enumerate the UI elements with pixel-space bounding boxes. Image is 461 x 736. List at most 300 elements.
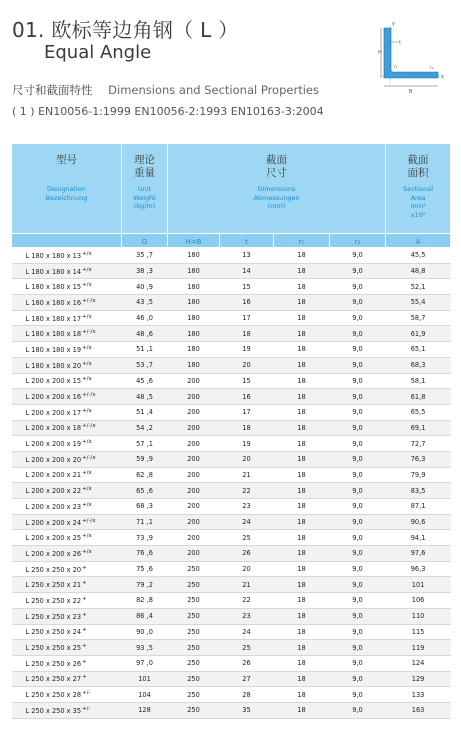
designation-marker: +/-/x [82, 517, 96, 524]
designation-text: L 200 x 200 x 18 [25, 424, 82, 433]
designation-marker: +/x [82, 407, 92, 414]
cell-r1: 18 [274, 420, 330, 436]
cell-t: 20 [220, 451, 274, 467]
cell-r2: 9,0 [330, 593, 386, 609]
cell-t: 19 [220, 342, 274, 358]
col-weight-cn: 理论 重量 [134, 154, 155, 179]
equal-angle-table [11, 143, 450, 719]
diagram-label-y: y [392, 21, 395, 27]
cell-area: 61,9 [386, 326, 451, 342]
cell-r2: 9,0 [330, 420, 386, 436]
cell-r1: 18 [274, 404, 330, 420]
table-row [12, 624, 451, 640]
table-row [12, 342, 451, 358]
cell-designation [12, 467, 122, 483]
cell-designation [12, 373, 122, 389]
cell-r2: 9,0 [330, 671, 386, 687]
cell-t: 13 [220, 248, 274, 264]
cell-weight: 48 ,5 [122, 389, 168, 405]
cell-hb: 200 [168, 499, 220, 515]
cell-r1: 18 [274, 499, 330, 515]
cell-area: 58,7 [386, 310, 451, 326]
designation-marker: +/- [82, 690, 91, 697]
designation-marker: + [82, 643, 87, 650]
cell-hb: 180 [168, 326, 220, 342]
designation-marker: +/x [82, 470, 92, 477]
cell-r1: 18 [274, 546, 330, 562]
sym-weight: G [122, 234, 168, 248]
cell-r1: 18 [274, 561, 330, 577]
cell-weight: 59 ,9 [122, 451, 168, 467]
cell-hb: 200 [168, 451, 220, 467]
cell-weight: 75 ,6 [122, 561, 168, 577]
diagram-label-x: x [441, 74, 444, 80]
cell-area: 52,1 [386, 279, 451, 295]
designation-text: L 200 x 200 x 16 [25, 393, 82, 402]
cell-t: 16 [220, 389, 274, 405]
cell-r2: 9,0 [330, 342, 386, 358]
cell-hb: 250 [168, 671, 220, 687]
cell-r2: 9,0 [330, 248, 386, 264]
cell-hb: 200 [168, 373, 220, 389]
col-area-cn: 截面 面积 [407, 154, 429, 179]
cell-r1: 18 [274, 436, 330, 452]
designation-marker: + [82, 674, 87, 681]
cell-area: 90,6 [386, 514, 451, 530]
cell-hb: 180 [168, 263, 220, 279]
designation-marker: +/x [82, 344, 92, 351]
cell-designation [12, 561, 122, 577]
cell-hb: 200 [168, 436, 220, 452]
designation-text: L 200 x 200 x 15 [25, 377, 82, 386]
cell-t: 17 [220, 310, 274, 326]
designation-marker: + [82, 611, 87, 618]
col-designation-en: Designation Bezeichnung [45, 185, 88, 202]
designation-marker: + [82, 658, 87, 665]
cell-t: 35 [220, 702, 274, 718]
table-row [12, 702, 451, 718]
cell-weight: 90 ,0 [122, 624, 168, 640]
cell-r2: 9,0 [330, 389, 386, 405]
cell-r2: 9,0 [330, 295, 386, 311]
cell-r1: 18 [274, 530, 330, 546]
col-designation-cn: 型号 [56, 154, 77, 166]
table-body [12, 248, 451, 719]
designation-text: L 250 x 250 x 35 [25, 706, 82, 715]
cell-area: 106 [386, 593, 451, 609]
designation-marker: +/-/x [82, 454, 96, 461]
cell-hb: 180 [168, 342, 220, 358]
designation-marker: +/x [82, 250, 92, 257]
cell-designation [12, 640, 122, 656]
table-header-row [12, 144, 451, 234]
cell-area: 124 [386, 655, 451, 671]
cell-weight: 57 ,1 [122, 436, 168, 452]
cell-hb: 180 [168, 248, 220, 264]
cell-area: 115 [386, 624, 451, 640]
cell-weight: 51 ,1 [122, 342, 168, 358]
cell-r1: 18 [274, 263, 330, 279]
cell-weight: 35 ,7 [122, 248, 168, 264]
cell-designation [12, 263, 122, 279]
cell-area: 55,4 [386, 295, 451, 311]
table-row [12, 483, 451, 499]
designation-text: L 180 x 180 x 18 [25, 330, 82, 339]
cell-hb: 180 [168, 357, 220, 373]
designation-marker: +/x [82, 486, 92, 493]
cell-designation [12, 326, 122, 342]
table-row [12, 263, 451, 279]
cell-hb: 250 [168, 702, 220, 718]
cell-t: 18 [220, 326, 274, 342]
cell-t: 20 [220, 357, 274, 373]
designation-text: L 250 x 250 x 27 [25, 675, 82, 684]
cell-hb: 200 [168, 483, 220, 499]
cell-t: 25 [220, 640, 274, 656]
cell-r2: 9,0 [330, 279, 386, 295]
designation-marker: +/x [82, 376, 92, 383]
cell-weight: 128 [122, 702, 168, 718]
cell-area: 133 [386, 687, 451, 703]
designation-marker: +/x [82, 313, 92, 320]
dimensions-table [11, 143, 451, 719]
designation-text: L 180 x 180 x 19 [25, 345, 82, 354]
page-title-en: Equal Angle [44, 42, 152, 63]
col-weight-en: Unit Weight (kg/m) [133, 185, 156, 210]
cell-area: 45,5 [386, 248, 451, 264]
cell-area: 163 [386, 702, 451, 718]
cell-designation [12, 577, 122, 593]
cell-t: 26 [220, 655, 274, 671]
cell-area: 69,1 [386, 420, 451, 436]
cell-r2: 9,0 [330, 561, 386, 577]
table-row [12, 451, 451, 467]
table-row [12, 404, 451, 420]
designation-text: L 180 x 180 x 17 [25, 314, 82, 323]
cell-designation [12, 671, 122, 687]
cell-r2: 9,0 [330, 451, 386, 467]
cell-area: 87,1 [386, 499, 451, 515]
cell-hb: 200 [168, 546, 220, 562]
cell-t: 25 [220, 530, 274, 546]
designation-text: L 200 x 200 x 22 [25, 487, 82, 496]
table-row [12, 499, 451, 515]
table-row [12, 593, 451, 609]
cell-hb: 200 [168, 420, 220, 436]
cell-designation [12, 436, 122, 452]
cell-designation [12, 593, 122, 609]
sym-designation [12, 234, 122, 248]
cell-t: 19 [220, 436, 274, 452]
cell-weight: 101 [122, 671, 168, 687]
cell-designation [12, 687, 122, 703]
cell-r2: 9,0 [330, 483, 386, 499]
cell-hb: 250 [168, 624, 220, 640]
cell-hb: 200 [168, 404, 220, 420]
cell-designation [12, 451, 122, 467]
table-row [12, 546, 451, 562]
col-dimensions-en: Dimensions Abmessungen (mm) [253, 185, 300, 210]
designation-marker: + [82, 595, 87, 602]
cell-designation [12, 357, 122, 373]
cell-weight: 68 ,3 [122, 499, 168, 515]
cell-weight: 79 ,2 [122, 577, 168, 593]
cell-r1: 18 [274, 608, 330, 624]
cell-r2: 9,0 [330, 310, 386, 326]
table-row [12, 373, 451, 389]
table-row [12, 310, 451, 326]
table-row [12, 655, 451, 671]
cell-hb: 250 [168, 640, 220, 656]
cell-area: 129 [386, 671, 451, 687]
angle-section-diagram [378, 18, 448, 98]
cell-r1: 18 [274, 389, 330, 405]
cell-designation [12, 514, 122, 530]
cell-designation [12, 546, 122, 562]
cell-t: 15 [220, 279, 274, 295]
cell-r1: 18 [274, 655, 330, 671]
cell-r2: 9,0 [330, 467, 386, 483]
designation-marker: +/-/x [82, 329, 96, 336]
cell-designation [12, 342, 122, 358]
designation-marker: +/x [82, 548, 92, 555]
cell-r2: 9,0 [330, 608, 386, 624]
sym-hb: H=B [168, 234, 220, 248]
cell-hb: 200 [168, 514, 220, 530]
cell-area: 94,1 [386, 530, 451, 546]
table-symbol-row [12, 234, 451, 248]
cell-area: 110 [386, 608, 451, 624]
designation-text: L 250 x 250 x 23 [25, 612, 82, 621]
cell-area: 65,5 [386, 404, 451, 420]
subtitle [12, 82, 319, 98]
designation-marker: +/-/x [82, 392, 96, 399]
table-row [12, 671, 451, 687]
cell-hb: 200 [168, 389, 220, 405]
cell-area: 61,8 [386, 389, 451, 405]
sym-r2: r₂ [330, 234, 386, 248]
designation-text: L 180 x 180 x 20 [25, 361, 82, 370]
cell-r1: 18 [274, 310, 330, 326]
designation-text: L 200 x 200 x 25 [25, 534, 82, 543]
cell-r2: 9,0 [330, 577, 386, 593]
cell-designation [12, 483, 122, 499]
cell-t: 26 [220, 546, 274, 562]
cell-r1: 18 [274, 687, 330, 703]
cell-r1: 18 [274, 357, 330, 373]
designation-marker: +/x [82, 360, 92, 367]
cell-hb: 250 [168, 593, 220, 609]
cell-area: 68,3 [386, 357, 451, 373]
cell-t: 28 [220, 687, 274, 703]
cell-weight: 51 ,4 [122, 404, 168, 420]
table-row [12, 420, 451, 436]
cell-t: 17 [220, 404, 274, 420]
cell-designation [12, 389, 122, 405]
designation-text: L 250 x 250 x 21 [25, 581, 82, 590]
designation-text: L 180 x 180 x 14 [25, 267, 82, 276]
sym-area: A [386, 234, 451, 248]
table-row [12, 640, 451, 656]
cell-r2: 9,0 [330, 263, 386, 279]
col-dimensions-header [168, 144, 386, 234]
cell-area: 48,8 [386, 263, 451, 279]
designation-text: L 180 x 180 x 13 [25, 251, 82, 260]
cell-r1: 18 [274, 326, 330, 342]
cell-t: 27 [220, 671, 274, 687]
cell-designation [12, 310, 122, 326]
cell-t: 14 [220, 263, 274, 279]
col-area-en: Sectional Area mm² x10² [403, 185, 434, 219]
cell-r2: 9,0 [330, 373, 386, 389]
col-weight-header [122, 144, 168, 234]
cell-r1: 18 [274, 624, 330, 640]
cell-r2: 9,0 [330, 326, 386, 342]
cell-t: 21 [220, 577, 274, 593]
designation-text: L 200 x 200 x 20 [25, 455, 82, 464]
cell-designation [12, 404, 122, 420]
cell-hb: 250 [168, 561, 220, 577]
cell-r1: 18 [274, 279, 330, 295]
designation-text: L 200 x 200 x 17 [25, 408, 82, 417]
cell-r1: 18 [274, 514, 330, 530]
diagram-label-r2: r₂ [430, 66, 434, 71]
designation-text: L 200 x 200 x 21 [25, 471, 82, 480]
cell-r1: 18 [274, 577, 330, 593]
cell-designation [12, 608, 122, 624]
cell-r2: 9,0 [330, 702, 386, 718]
cell-area: 65,1 [386, 342, 451, 358]
cell-weight: 76 ,6 [122, 546, 168, 562]
cell-area: 97,6 [386, 546, 451, 562]
cell-r1: 18 [274, 248, 330, 264]
cell-t: 20 [220, 561, 274, 577]
cell-designation [12, 295, 122, 311]
table-row [12, 248, 451, 264]
table-row [12, 326, 451, 342]
cell-hb: 250 [168, 577, 220, 593]
cell-designation [12, 530, 122, 546]
cell-area: 101 [386, 577, 451, 593]
cell-area: 119 [386, 640, 451, 656]
table-row [12, 295, 451, 311]
designation-marker: +/x [82, 266, 92, 273]
designation-text: L 200 x 200 x 19 [25, 440, 82, 449]
table-row [12, 530, 451, 546]
cell-r2: 9,0 [330, 687, 386, 703]
cell-weight: 43 ,5 [122, 295, 168, 311]
cell-r1: 18 [274, 467, 330, 483]
cell-t: 24 [220, 624, 274, 640]
cell-weight: 86 ,4 [122, 608, 168, 624]
subtitle-en: Dimensions and Sectional Properties [108, 83, 319, 97]
cell-r2: 9,0 [330, 436, 386, 452]
table-row [12, 561, 451, 577]
cell-r2: 9,0 [330, 357, 386, 373]
designation-text: L 250 x 250 x 24 [25, 628, 82, 637]
designation-marker: +/x [82, 282, 92, 289]
designation-text: L 200 x 200 x 23 [25, 502, 82, 511]
cell-designation [12, 655, 122, 671]
designation-marker: + [82, 627, 87, 634]
cell-t: 18 [220, 420, 274, 436]
cell-r1: 18 [274, 295, 330, 311]
cell-area: 76,3 [386, 451, 451, 467]
cell-hb: 250 [168, 608, 220, 624]
col-designation-header [12, 144, 122, 234]
cell-weight: 71 ,1 [122, 514, 168, 530]
cell-r1: 18 [274, 483, 330, 499]
designation-marker: +/- [82, 705, 91, 712]
designation-text: L 250 x 250 x 26 [25, 659, 82, 668]
designation-text: L 180 x 180 x 16 [25, 298, 82, 307]
cell-r1: 18 [274, 640, 330, 656]
cell-weight: 48 ,6 [122, 326, 168, 342]
designation-text: L 180 x 180 x 15 [25, 283, 82, 292]
cell-hb: 200 [168, 467, 220, 483]
table-row [12, 357, 451, 373]
cell-r1: 18 [274, 671, 330, 687]
diagram-label-t: t [399, 40, 401, 46]
cell-weight: 82 ,8 [122, 593, 168, 609]
cell-hb: 250 [168, 655, 220, 671]
cell-weight: 46 ,0 [122, 310, 168, 326]
standards-line: ( 1 ) EN10056-1:1999 EN10056-2:1993 EN10163-3:2004 [12, 105, 324, 118]
table-row [12, 687, 451, 703]
cell-r2: 9,0 [330, 404, 386, 420]
cell-r2: 9,0 [330, 530, 386, 546]
cell-r2: 9,0 [330, 546, 386, 562]
cell-weight: 65 ,6 [122, 483, 168, 499]
page-title-cn: 01. 欧标等边角钢（ L ） [12, 18, 239, 42]
cell-r2: 9,0 [330, 514, 386, 530]
cell-weight: 73 ,9 [122, 530, 168, 546]
designation-marker: +/-/x [82, 423, 96, 430]
designation-marker: + [82, 564, 87, 571]
cell-t: 23 [220, 499, 274, 515]
cell-t: 21 [220, 467, 274, 483]
cell-t: 16 [220, 295, 274, 311]
diagram-label-b: B [409, 89, 413, 95]
cell-weight: 62 ,8 [122, 467, 168, 483]
cell-r1: 18 [274, 593, 330, 609]
cell-t: 22 [220, 483, 274, 499]
cell-t: 22 [220, 593, 274, 609]
designation-marker: +/x [82, 439, 92, 446]
designation-text: L 250 x 250 x 20 [25, 565, 82, 574]
table-row [12, 436, 451, 452]
cell-weight: 93 ,5 [122, 640, 168, 656]
cell-area: 79,9 [386, 467, 451, 483]
table-row [12, 279, 451, 295]
cell-weight: 53 ,7 [122, 357, 168, 373]
cell-r1: 18 [274, 702, 330, 718]
diagram-label-r1: r₁ [394, 65, 398, 70]
sym-r1: r₁ [274, 234, 330, 248]
table-row [12, 577, 451, 593]
designation-text: L 250 x 250 x 28 [25, 691, 82, 700]
cell-area: 83,5 [386, 483, 451, 499]
cell-r1: 18 [274, 373, 330, 389]
cell-hb: 200 [168, 530, 220, 546]
cell-area: 96,3 [386, 561, 451, 577]
sym-t: t [220, 234, 274, 248]
cell-area: 72,7 [386, 436, 451, 452]
designation-text: L 250 x 250 x 22 [25, 596, 82, 605]
cell-weight: 54 ,2 [122, 420, 168, 436]
cell-r1: 18 [274, 451, 330, 467]
cell-t: 15 [220, 373, 274, 389]
